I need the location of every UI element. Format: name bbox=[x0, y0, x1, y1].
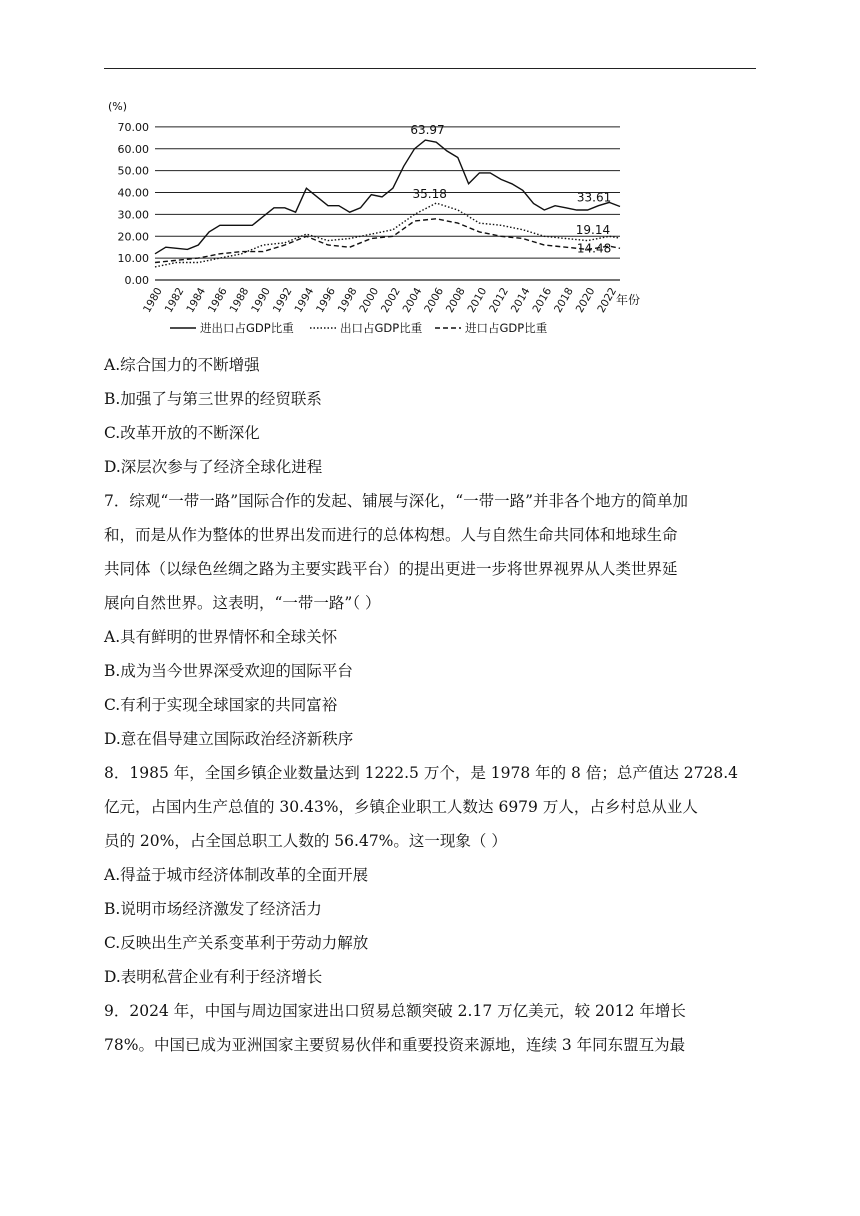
question-stem-line: 共同体（以绿色丝绸之路为主要实践平台）的提出更进一步将世界视界从人类世界延 bbox=[104, 560, 678, 578]
question-stem-line: 员的 20%，占全国总职工人数的 56.47%。这一现象（ ） bbox=[104, 832, 507, 850]
x-axis-label: 年份 bbox=[616, 293, 640, 307]
question-stem-line: 和，而是从作为整体的世界出发而进行的总体构想。人与自然生命共同体和地球生命 bbox=[104, 526, 678, 544]
question-stem-line: 7．综观“一带一路”国际合作的发起、铺展与深化，“一带一路”并非各个地方的简单加 bbox=[104, 492, 689, 510]
y-tick-label: 70.00 bbox=[117, 120, 149, 134]
option-d: D.意在倡导建立国际政治经济新秩序 bbox=[104, 730, 354, 748]
x-tick-label: 2016 bbox=[530, 285, 555, 315]
x-tick-label: 2010 bbox=[465, 285, 490, 315]
option-c: C.反映出生产关系变革利于劳动力解放 bbox=[104, 934, 369, 952]
x-tick-label: 1990 bbox=[249, 285, 274, 315]
x-tick-label: 1986 bbox=[205, 285, 230, 315]
data-label: 19.14 bbox=[575, 223, 611, 238]
header-rule bbox=[104, 68, 756, 69]
x-tick-label: 1982 bbox=[162, 285, 187, 315]
trade-gdp-chart bbox=[100, 96, 640, 346]
question-7 bbox=[104, 484, 764, 756]
option-b: B.加强了与第三世界的经贸联系 bbox=[104, 390, 322, 408]
data-label: 14.48 bbox=[576, 241, 612, 256]
option-b: B.说明市场经济激发了经济活力 bbox=[104, 900, 322, 918]
question-stem-line: 9．2024 年，中国与周边国家进出口贸易总额突破 2.17 万亿美元，较 2012 年增长 bbox=[104, 1002, 686, 1020]
y-tick-label: 60.00 bbox=[117, 142, 149, 156]
question-stem-line: 亿元，占国内生产总值的 30.43%，乡镇企业职工人数达 6979 万人，占乡村总从业人 bbox=[104, 798, 698, 816]
option-c: C.有利于实现全球国家的共同富裕 bbox=[104, 696, 338, 714]
y-tick-label: 10.00 bbox=[117, 252, 149, 266]
x-tick-label: 2020 bbox=[573, 285, 598, 315]
x-tick-label: 1992 bbox=[270, 285, 295, 315]
legend-label: 出口占GDP比重 bbox=[340, 321, 423, 335]
question-content bbox=[104, 348, 764, 1062]
y-tick-label: 50.00 bbox=[117, 164, 149, 178]
option-b: B.成为当今世界深受欢迎的国际平台 bbox=[104, 662, 353, 680]
legend-label: 进口占GDP比重 bbox=[465, 321, 548, 335]
question-stem-line: 展向自然世界。这表明，“一带一路”（ ） bbox=[104, 594, 381, 612]
chart-svg bbox=[100, 96, 640, 346]
x-tick-label: 2014 bbox=[508, 285, 533, 315]
option-a: A.具有鲜明的世界情怀和全球关怀 bbox=[104, 628, 338, 646]
y-tick-label: 0.00 bbox=[124, 274, 149, 287]
y-axis-unit: (%) bbox=[108, 100, 128, 113]
x-tick-label: 1994 bbox=[292, 285, 317, 315]
x-tick-label: 2000 bbox=[357, 285, 382, 315]
y-tick-label: 30.00 bbox=[117, 208, 149, 222]
option-a: A.得益于城市经济体制改革的全面开展 bbox=[104, 866, 369, 884]
x-tick-label: 2004 bbox=[400, 285, 425, 315]
data-label: 33.61 bbox=[576, 190, 612, 205]
question-9 bbox=[104, 994, 764, 1062]
x-tick-label: 2002 bbox=[379, 285, 403, 315]
x-tick-label: 1980 bbox=[141, 285, 165, 315]
y-tick-label: 20.00 bbox=[117, 230, 149, 244]
series-line-dotted bbox=[155, 203, 620, 267]
x-tick-label: 2018 bbox=[552, 285, 576, 315]
question-stem-line: 8．1985 年，全国乡镇企业数量达到 1222.5 万个，是 1978 年的 8 倍；总产值达 2728.4 bbox=[104, 764, 739, 782]
x-tick-label: 2012 bbox=[487, 285, 511, 315]
option-d: D.深层次参与了经济全球化进程 bbox=[104, 458, 323, 476]
x-tick-label: 2022 bbox=[595, 285, 620, 315]
x-tick-label: 2008 bbox=[443, 285, 468, 315]
x-tick-label: 1988 bbox=[227, 285, 252, 315]
question-stem-line: 78%。中国已成为亚洲国家主要贸易伙伴和重要投资来源地，连续 3 年同东盟互为最 bbox=[104, 1036, 686, 1054]
y-tick-label: 40.00 bbox=[117, 186, 149, 200]
option-a: A.综合国力的不断增强 bbox=[104, 356, 260, 374]
q6-options bbox=[104, 348, 764, 484]
legend-label: 进出口占GDP比重 bbox=[200, 321, 294, 335]
question-8 bbox=[104, 756, 764, 994]
option-d: D.表明私营企业有利于经济增长 bbox=[104, 968, 323, 986]
x-tick-label: 2006 bbox=[422, 285, 447, 315]
data-label: 63.97 bbox=[410, 123, 445, 138]
data-label: 35.18 bbox=[412, 187, 447, 202]
option-c: C.改革开放的不断深化 bbox=[104, 424, 260, 442]
x-tick-label: 1984 bbox=[184, 285, 209, 315]
x-tick-label: 1996 bbox=[314, 285, 338, 315]
x-tick-label: 1998 bbox=[335, 285, 360, 315]
